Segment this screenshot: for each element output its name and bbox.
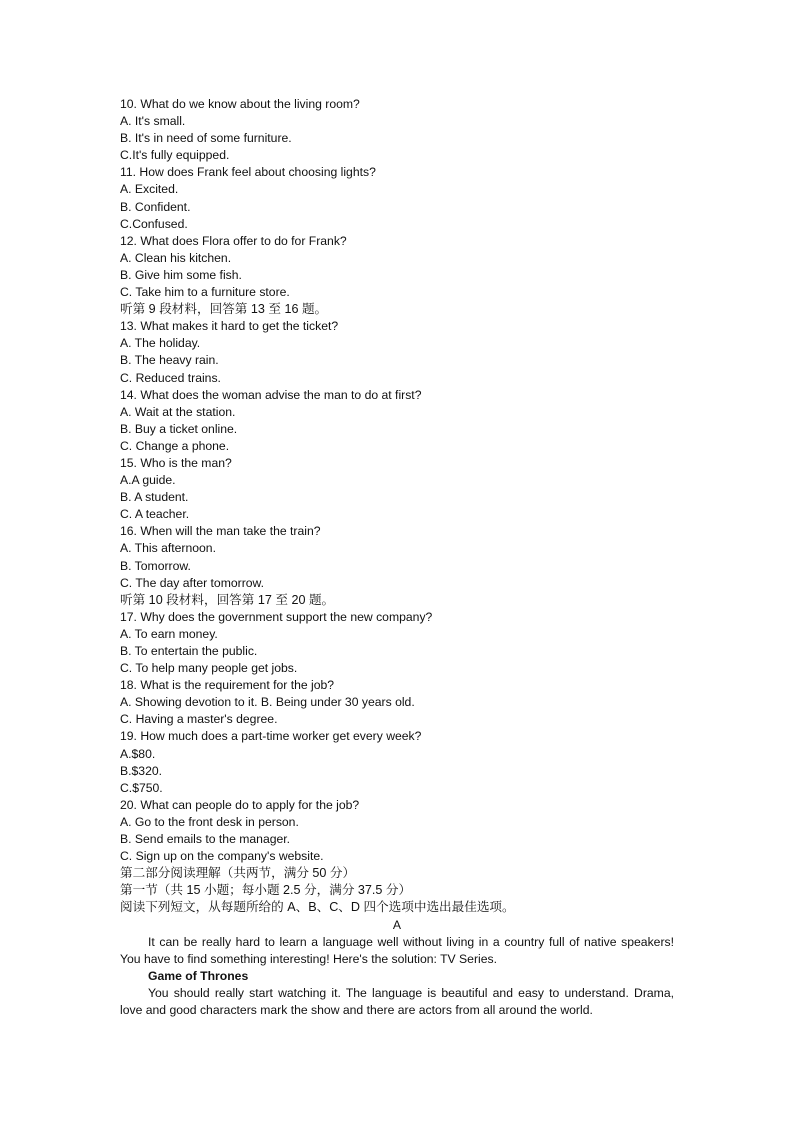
text-line: B. The heavy rain. — [120, 353, 219, 368]
body-paragraph: You should really start watching it. The language is beautiful and easy to understand. Drama, love and good characters mark the show and there are actors from all around the world. — [120, 985, 674, 1017]
text-line: B. To entertain the public. — [120, 644, 258, 658]
text-line: B. Give him some fish. — [120, 267, 242, 282]
text-line: A. Go to the front desk in person. — [120, 814, 299, 829]
text-line: 阅读下列短文，从每题所给的 A、B、C、D 四个选项中选出最佳选项。 — [120, 900, 515, 915]
series-title: Game of Thrones — [148, 968, 249, 983]
text-line: C. Change a phone. — [120, 438, 230, 453]
text-line: 16. When will the man take the train? — [120, 524, 321, 539]
question-lines — [120, 96, 674, 917]
text-line: C.It's fully equipped. — [120, 148, 230, 163]
text-line: C. The day after tomorrow. — [120, 575, 265, 590]
text-line: C.Confused. — [120, 216, 188, 231]
text-line: 第一节（共 15 小题；每小题 2.5 分，满分 37.5 分） — [120, 883, 412, 898]
text-line: A. It's small. — [120, 114, 186, 129]
text-line: B. Buy a ticket online. — [120, 421, 238, 436]
text-line: 听第 9 段材料，回答第 13 至 16 题。 — [120, 302, 328, 317]
text-line: 19. How much does a part-time worker get every week? — [120, 729, 422, 744]
text-line: C. Having a master's degree. — [120, 712, 278, 727]
text-line: A. The holiday. — [120, 336, 201, 351]
text-line: 15. Who is the man? — [120, 455, 232, 470]
text-line: 听第 10 段材料，回答第 17 至 20 题。 — [120, 592, 335, 607]
text-line: 18. What is the requirement for the job? — [120, 678, 335, 693]
text-line: 14. What does the woman advise the man to do at first? — [120, 387, 422, 402]
text-line: C. To help many people get jobs. — [120, 661, 298, 676]
text-line: C. Reduced trains. — [120, 370, 221, 385]
text-line: A. To earn money. — [120, 626, 218, 641]
text-line: C. Take him to a furniture store. — [120, 285, 290, 300]
text-line: 20. What can people do to apply for the job? — [120, 797, 360, 812]
text-line: B. It's in need of some furniture. — [120, 131, 292, 146]
text-line: 13. What makes it hard to get the ticket? — [120, 319, 339, 334]
text-line: 第二部分阅读理解（共两节，满分 50 分） — [120, 866, 356, 881]
text-line: A.A guide. — [120, 473, 176, 488]
text-line: B. Send emails to the manager. — [120, 832, 291, 847]
text-line: 12. What does Flora offer to do for Frank? — [120, 233, 347, 248]
intro-paragraph: It can be really hard to learn a language well without living in a country full of native speakers! You have to find something interesting! Here's the solution: TV Series. — [120, 934, 674, 966]
text-line: A. Wait at the station. — [120, 404, 236, 419]
text-line: A.$80. — [120, 746, 156, 761]
text-line: B. Confident. — [120, 199, 191, 214]
text-line: A. Showing devotion to it. B. Being under 30 years old. — [120, 695, 415, 710]
text-line: A. Clean his kitchen. — [120, 250, 232, 265]
section-letter: A — [392, 917, 402, 932]
text-line: 11. How does Frank feel about choosing lights? — [120, 165, 376, 180]
text-line: 10. What do we know about the living room? — [120, 97, 360, 111]
text-line: A. Excited. — [120, 182, 179, 197]
text-line: B.$320. — [120, 763, 163, 778]
document-page — [120, 96, 674, 1019]
text-line: C. A teacher. — [120, 507, 190, 522]
text-line: B. A student. — [120, 490, 189, 505]
text-line: B. Tomorrow. — [120, 558, 191, 573]
text-line: 17. Why does the government support the new company? — [120, 609, 433, 624]
text-line: C.$750. — [120, 780, 163, 795]
text-line: C. Sign up on the company's website. — [120, 849, 324, 864]
text-line: A. This afternoon. — [120, 541, 216, 556]
